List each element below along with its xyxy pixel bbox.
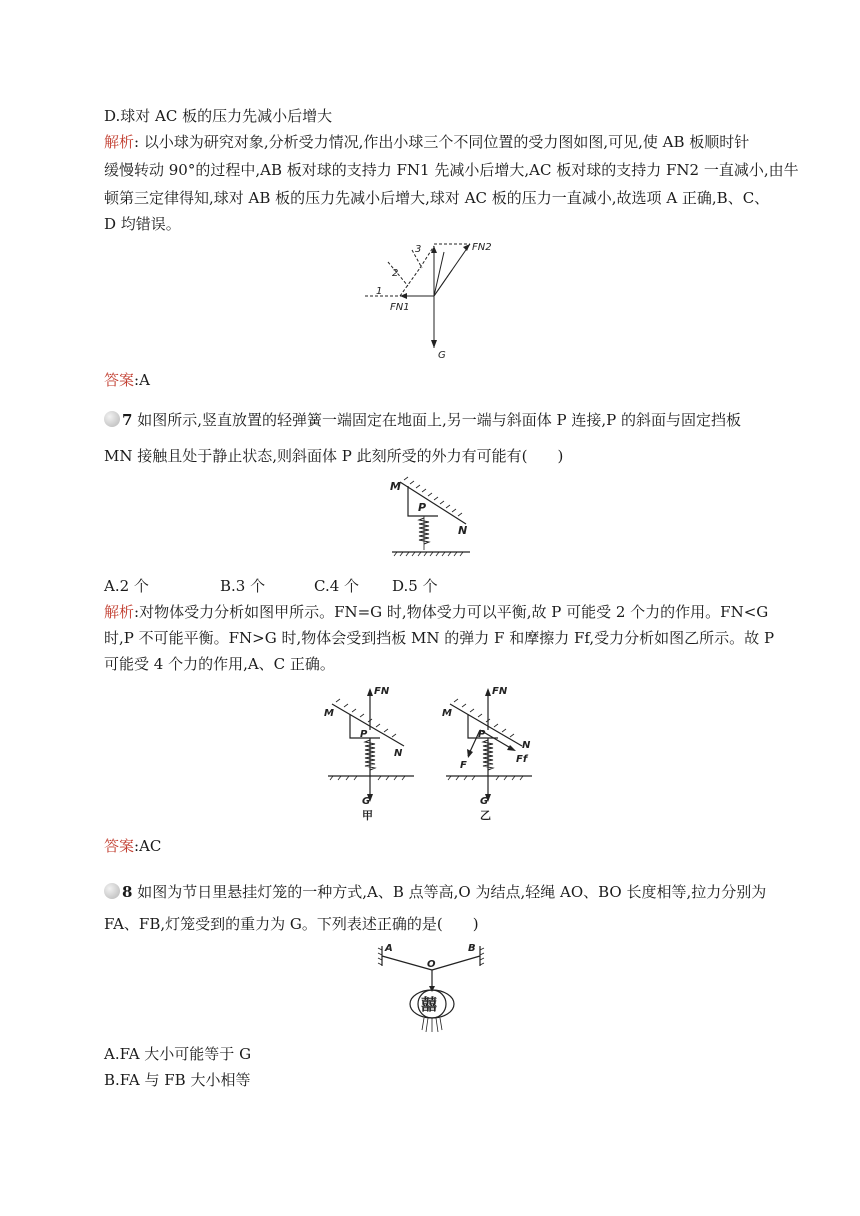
q7-stem-line-2: MN 接触且处于静止状态,则斜面体 P 此刻所受的外力有可能有( )	[104, 447, 564, 465]
label-fn: FN	[492, 686, 508, 697]
analysis-label: 解析	[104, 133, 135, 151]
analysis-text: :对物体受力分析如图甲所示。FN=G 时,物体受力可以平衡,故 P 可能受 2 个力的作用。FN<G	[134, 603, 769, 621]
label-p: P	[478, 729, 486, 740]
q8-figure	[374, 940, 494, 1040]
q7-stem-line-1	[104, 410, 741, 430]
option-c: C.4 个	[314, 577, 360, 595]
label-o: O	[427, 959, 436, 970]
q8-stem-line-1	[104, 882, 766, 902]
q7-figure	[384, 476, 484, 562]
q8-stem-line-2: FA、FB,灯笼受到的重力为 G。下列表述正确的是( )	[104, 915, 479, 933]
label-b: B	[468, 943, 476, 954]
label-fn: FN	[374, 686, 390, 697]
q7-analysis-line-1	[104, 602, 768, 622]
option-d: D.5 个	[392, 577, 438, 595]
lantern-character: 囍	[421, 995, 438, 1014]
label-f: F	[460, 760, 467, 771]
q6-analysis-line-3: 顿第三定律得知,球对 AB 板的压力先减小后增大,球对 AC 板的压力一直减小,故选项 A 正确,B、C、	[104, 189, 770, 207]
label-g: G	[480, 796, 489, 807]
fig-jia	[318, 682, 428, 822]
q6-option-d: D.球对 AC 板的压力先减小后增大	[104, 107, 333, 125]
label-a: A	[385, 943, 393, 954]
q6-answer	[104, 370, 150, 390]
q7-answer	[104, 836, 161, 856]
label-n: N	[522, 740, 531, 751]
question-bullet-icon	[104, 411, 120, 427]
label-m: M	[442, 708, 452, 719]
q6-force-diagram	[360, 236, 500, 366]
label-n: N	[458, 524, 468, 537]
label-p: P	[418, 501, 427, 514]
answer-label: 答案	[104, 371, 135, 389]
fig-yi	[436, 682, 546, 822]
label-1: 1	[376, 286, 383, 297]
label-m: M	[390, 480, 401, 493]
caption-jia: 甲	[362, 809, 373, 822]
q6-analysis-line-4: D 均错误。	[104, 215, 181, 233]
question-number: 7	[122, 411, 133, 429]
question-number: 8	[122, 883, 133, 901]
q8-option-a: A.FA 大小可能等于 G	[104, 1045, 252, 1063]
label-p: P	[360, 729, 368, 740]
label-g: G	[362, 796, 371, 807]
option-b: B.3 个	[220, 577, 266, 595]
analysis-label: 解析	[104, 603, 135, 621]
answer-value: :A	[134, 371, 150, 389]
label-3: 3	[415, 244, 422, 255]
stem-text: 如图为节日里悬挂灯笼的一种方式,A、B 点等高,O 为结点,轻绳 AO、BO 长度相等,拉力分别为	[137, 883, 767, 901]
q7-options	[104, 576, 438, 596]
label-ff: Ff	[516, 754, 528, 765]
stem-text: 如图所示,竖直放置的轻弹簧一端固定在地面上,另一端与斜面体 P 连接,P 的斜面与固定挡板	[137, 411, 742, 429]
q6-analysis-line-2: 缓慢转动 90°的过程中,AB 板对球的支持力 FN1 先减小后增大,AC 板对球的支持力 FN2 一直减小,由牛	[104, 161, 799, 179]
label-g: G	[438, 350, 446, 361]
label-n: N	[394, 748, 403, 759]
q6-analysis-line-1	[104, 132, 749, 152]
label-fn1: FN1	[390, 302, 410, 313]
question-bullet-icon	[104, 883, 120, 899]
answer-label: 答案	[104, 837, 135, 855]
analysis-text: : 以小球为研究对象,分析受力情况,作出小球三个不同位置的受力图如图,可见,使 AB 板顺时针	[134, 133, 750, 151]
label-m: M	[324, 708, 334, 719]
label-2: 2	[392, 268, 399, 279]
label-fn2: FN2	[472, 242, 492, 253]
q7-analysis-line-2: 时,P 不可能平衡。FN>G 时,物体会受到挡板 MN 的弹力 F 和摩擦力 Ff,受力分析如图乙所示。故 P	[104, 629, 775, 647]
caption-yi: 乙	[480, 809, 491, 822]
answer-value: :AC	[134, 837, 162, 855]
option-a: A.2 个	[104, 577, 149, 595]
q8-option-b: B.FA 与 FB 大小相等	[104, 1071, 251, 1089]
q7-analysis-line-3: 可能受 4 个力的作用,A、C 正确。	[104, 655, 335, 673]
